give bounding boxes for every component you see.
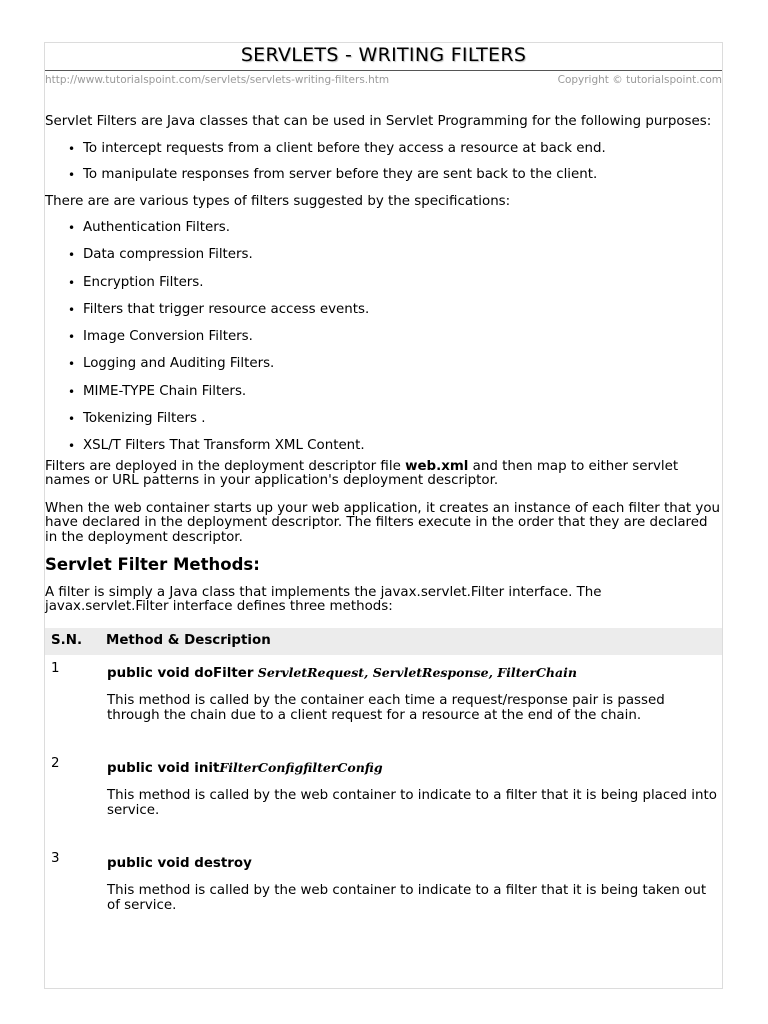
document-body (45, 113, 722, 914)
page-title: SERVLETS - WRITING FILTERS (240, 44, 527, 66)
document-page (44, 42, 723, 989)
table-row (45, 845, 722, 915)
list-item: • Logging and Auditing Filters. (45, 357, 722, 372)
method-cell (106, 750, 722, 845)
list-item: • Filters that trigger resource access events. (45, 303, 722, 318)
list-item: • XSL/T Filters That Transform XML Content. (45, 439, 722, 454)
title-divider (45, 70, 722, 71)
filter-types-list (45, 221, 722, 454)
list-item: • Encryption Filters. (45, 276, 722, 291)
list-item: • MIME-TYPE Chain Filters. (45, 385, 722, 400)
method-signature: public void destroy (107, 855, 252, 871)
list-item: • Tokenizing Filters . (45, 412, 722, 427)
row-number: 1 (51, 660, 60, 676)
web-xml-term: web.xml (405, 458, 469, 474)
table-row (45, 655, 722, 750)
method-cell (106, 655, 722, 750)
column-header-method: Method & Description (106, 628, 722, 655)
methods-intro-paragraph: A filter is simply a Java class that implements the javax.servlet.Filter interface. The javax.servlet.Filter interface defines three methods: (45, 584, 602, 615)
method-signature: public void initFilterConfigfilterConfig (107, 759, 383, 776)
table-header-row (45, 628, 722, 655)
purposes-list (45, 142, 722, 183)
method-description: This method is called by the web container to indicate to a filter that it is being placed into service. (107, 788, 717, 818)
container-paragraph: When the web container starts up your web application, it creates an instance of each filter that you have declared in the deployment descriptor. The filters execute in the order that they are declared in the deployment descriptor. (45, 500, 721, 545)
row-number: 3 (51, 850, 60, 866)
list-item: • To manipulate responses from server before they are sent back to the client. (45, 168, 722, 183)
list-item: • Data compression Filters. (45, 248, 722, 263)
table-row (45, 750, 722, 845)
intro-paragraph: Servlet Filters are Java classes that can be used in Servlet Programming for the following purposes: (45, 114, 712, 129)
row-number: 2 (51, 755, 60, 771)
section-heading: Servlet Filter Methods: (45, 555, 260, 575)
list-item: • To intercept requests from a client before they access a resource at back end. (45, 142, 722, 157)
method-signature: public void doFilter ServletRequest, ServletResponse, FilterChain (107, 664, 577, 681)
method-cell (106, 845, 722, 915)
methods-table (45, 628, 722, 915)
method-description: This method is called by the container each time a request/response pair is passed through the chain due to a client request for a resource at the end of the chain. (107, 693, 665, 723)
types-paragraph: There are are various types of filters suggested by the specifications: (45, 193, 511, 209)
list-item: • Image Conversion Filters. (45, 330, 722, 345)
deploy-paragraph: Filters are deployed in the deployment descriptor file web.xml and then map to either servlet names or URL patterns in your application's deployment descriptor. (45, 458, 679, 489)
copyright-notice: Copyright © tutorialspoint.com (557, 74, 722, 86)
column-header-sn: S.N. (45, 628, 106, 655)
method-description: This method is called by the web container to indicate to a filter that it is being taken out of service. (107, 883, 707, 913)
list-item: • Authentication Filters. (45, 221, 722, 236)
source-url: http://www.tutorialspoint.com/servlets/servlets-writing-filters.htm (45, 74, 390, 86)
